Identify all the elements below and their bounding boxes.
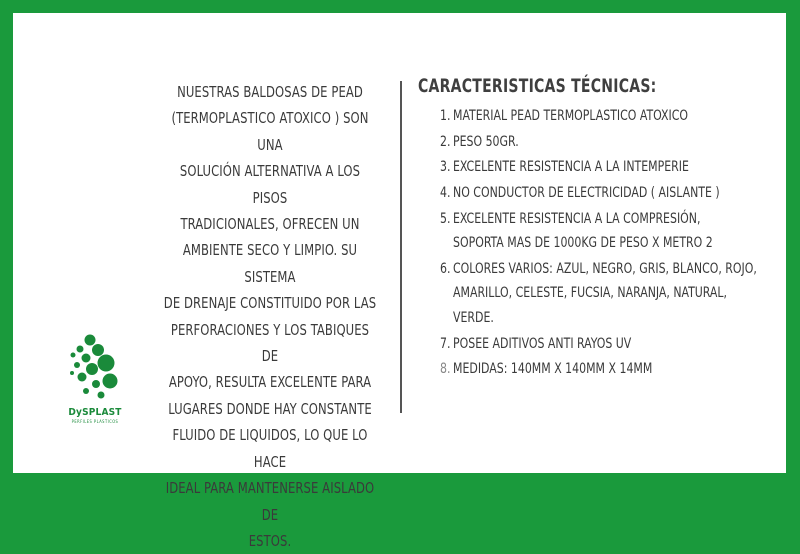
brand-name: DySPLAST	[68, 407, 122, 418]
description-line: ESTOS.	[248, 531, 292, 550]
spec-text: MATERIAL PEAD TERMOPLASTICO ATOXICO	[453, 108, 689, 124]
spec-text: POSEE ADITIVOS ANTI RAYOS UV	[453, 335, 632, 352]
spec-number: 3.	[440, 159, 451, 176]
spec-text: EXCELENTE RESISTENCIA A LA COMPRESIÓN,	[453, 210, 701, 227]
spec-text: COLORES VARIOS: AZUL, NEGRO, GRIS, BLANCO, ROJO,	[453, 260, 757, 277]
description-line: FLUIDO DE LIQUIDOS, LO QUE LO HACE	[172, 426, 368, 471]
spec-item	[418, 257, 798, 331]
spec-text: EXCELENTE RESISTENCIA A LA INTEMPERIE	[453, 159, 689, 176]
brand-tagline: PERFILES PLASTICOS	[71, 419, 119, 424]
product-description	[163, 79, 378, 554]
description-line: TRADICIONALES, OFRECEN UN	[180, 215, 360, 234]
spec-number: 4.	[440, 185, 451, 202]
spec-number: 1.	[440, 108, 451, 124]
content-frame	[13, 13, 786, 550]
spec-item	[418, 332, 798, 357]
description-line: PERFORACIONES Y LOS TABIQUES DE	[170, 320, 370, 366]
description-line: LUGARES DONDE HAY CONSTANTE	[168, 399, 372, 418]
spec-number: 7.	[440, 335, 451, 352]
description-line: AMBIENTE SECO Y LIMPIO. SU SISTEMA	[182, 241, 358, 286]
dysplast-logo	[60, 333, 130, 424]
spec-text: PESO 50GR.	[453, 133, 519, 150]
description-line: DE DRENAJE CONSTITUIDO POR LAS	[163, 294, 377, 313]
description-line: (TERMOPLASTICO ATOXICO ) SON UNA	[171, 109, 369, 154]
spec-item	[418, 181, 798, 206]
spec-number: 8.	[440, 361, 451, 378]
spec-number: 5.	[440, 210, 451, 227]
spec-item	[418, 104, 798, 129]
vertical-divider	[400, 81, 402, 413]
spec-text: NO CONDUCTOR DE ELECTRICIDAD ( AISLANTE )	[453, 185, 720, 202]
description-line: APOYO, RESULTA EXCELENTE PARA	[168, 373, 372, 392]
spec-number: 6.	[440, 260, 451, 277]
spec-item	[418, 130, 798, 155]
technical-specs	[418, 75, 798, 383]
description-line: SOLUCIÓN ALTERNATIVA A LOS PISOS	[179, 162, 361, 207]
spec-item	[418, 357, 798, 382]
description-line: IDEAL PARA MANTENERSE AISLADO DE	[165, 479, 375, 524]
spec-text: VERDE.	[453, 309, 494, 326]
spec-item	[418, 207, 798, 256]
spec-text: MEDIDAS: 140MM X 140MM X 14MM	[453, 361, 653, 378]
spec-text: SOPORTA MAS DE 1000KG DE PESO X METRO 2	[453, 235, 713, 252]
spec-text: AMARILLO, CELESTE, FUCSIA, NARANJA, NATURAL,	[453, 285, 728, 302]
description-line: NUESTRAS BALDOSAS DE PEAD	[177, 83, 363, 101]
dots-logo-icon	[68, 333, 124, 405]
spec-number: 2.	[440, 133, 451, 150]
spec-item	[418, 155, 798, 180]
specs-title: CARACTERISTICAS TÉCNICAS:	[418, 75, 657, 97]
